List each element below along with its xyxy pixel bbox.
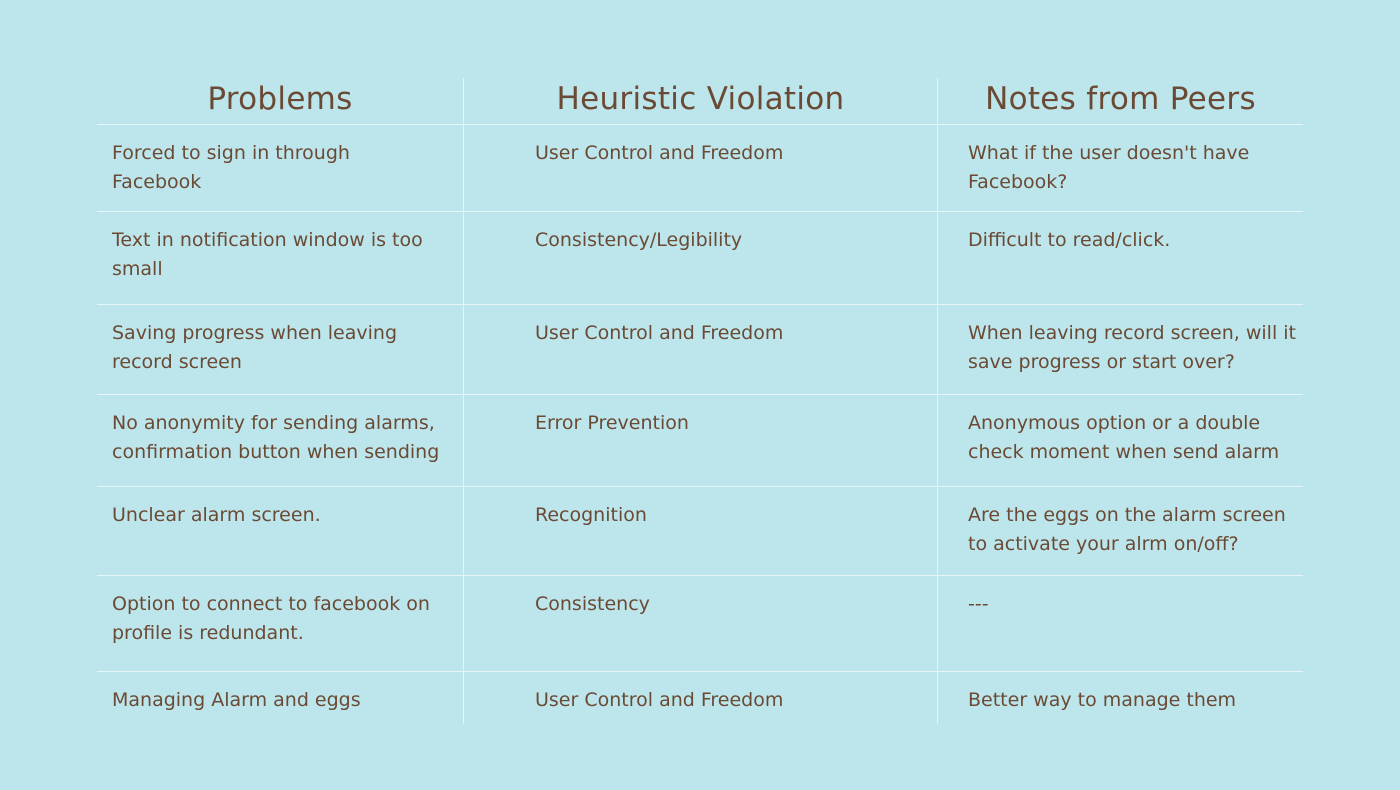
table-row (97, 576, 1303, 672)
note-cell (937, 305, 1303, 394)
problem-text: small (112, 258, 163, 280)
table-header-row (97, 78, 1303, 125)
heuristic-text: Recognition (535, 504, 647, 526)
heuristic-text: User Control and Freedom (535, 322, 784, 344)
note-text: check moment when send alarm (968, 441, 1280, 463)
problem-text: Saving progress when leaving (112, 322, 398, 344)
problem-text: Managing Alarm and eggs (112, 689, 361, 711)
note-cell (937, 212, 1303, 304)
problem-text: record screen (112, 351, 242, 373)
table-row (97, 672, 1303, 724)
problem-text: No anonymity for sending alarms, (112, 412, 435, 434)
note-text: Facebook? (968, 171, 1068, 193)
note-text: Difficult to read/click. (968, 229, 1171, 251)
problem-cell (97, 395, 463, 486)
header-heuristic-violation: Heuristic Violation (463, 78, 937, 124)
heuristic-text: Consistency/Legibility (535, 229, 743, 251)
heuristic-text: Consistency (535, 593, 650, 615)
problem-cell (97, 672, 463, 724)
problem-cell (97, 125, 463, 211)
problem-text: Text in notification window is too (112, 229, 423, 251)
heuristic-text: Error Prevention (535, 412, 689, 434)
note-cell (937, 487, 1303, 575)
heuristic-cell (463, 395, 937, 486)
problem-text: Option to connect to facebook on (112, 593, 430, 615)
heuristic-cell (463, 125, 937, 211)
problem-cell (97, 487, 463, 575)
heuristic-text: User Control and Freedom (535, 142, 784, 164)
header-problems: Problems (207, 81, 353, 117)
note-cell (937, 576, 1303, 671)
heuristic-cell (463, 487, 937, 575)
note-cell (937, 672, 1303, 724)
note-text: save progress or start over? (968, 351, 1235, 373)
heuristic-cell (463, 672, 937, 724)
problem-text: Facebook (112, 171, 202, 193)
problem-text: Forced to sign in through (112, 142, 350, 164)
problem-text: confirmation button when sending (112, 441, 440, 463)
problem-cell (97, 576, 463, 671)
note-cell (937, 125, 1303, 211)
problem-cell (97, 212, 463, 304)
note-text: to activate your alrm on/off? (968, 533, 1239, 555)
table-row (97, 212, 1303, 305)
table-row (97, 305, 1303, 395)
note-text: Are the eggs on the alarm screen (968, 504, 1286, 526)
problem-cell (97, 305, 463, 394)
note-text: What if the user doesn't have (968, 142, 1250, 164)
note-text: --- (968, 593, 989, 615)
table-row (97, 487, 1303, 576)
heuristic-cell (463, 212, 937, 304)
problem-text: profile is redundant. (112, 622, 304, 644)
table-row (97, 125, 1303, 212)
note-cell (937, 395, 1303, 486)
table-row (97, 395, 1303, 487)
note-text: Anonymous option or a double (968, 412, 1261, 434)
heuristic-cell (463, 576, 937, 671)
heuristic-evaluation-table (97, 78, 1303, 724)
heuristic-cell (463, 305, 937, 394)
header-notes-from-peers: Notes from Peers (937, 78, 1303, 124)
note-text: When leaving record screen, will it (968, 322, 1296, 344)
heuristic-text: User Control and Freedom (535, 689, 784, 711)
problem-text: Unclear alarm screen. (112, 504, 321, 526)
note-text: Better way to manage them (968, 689, 1237, 711)
